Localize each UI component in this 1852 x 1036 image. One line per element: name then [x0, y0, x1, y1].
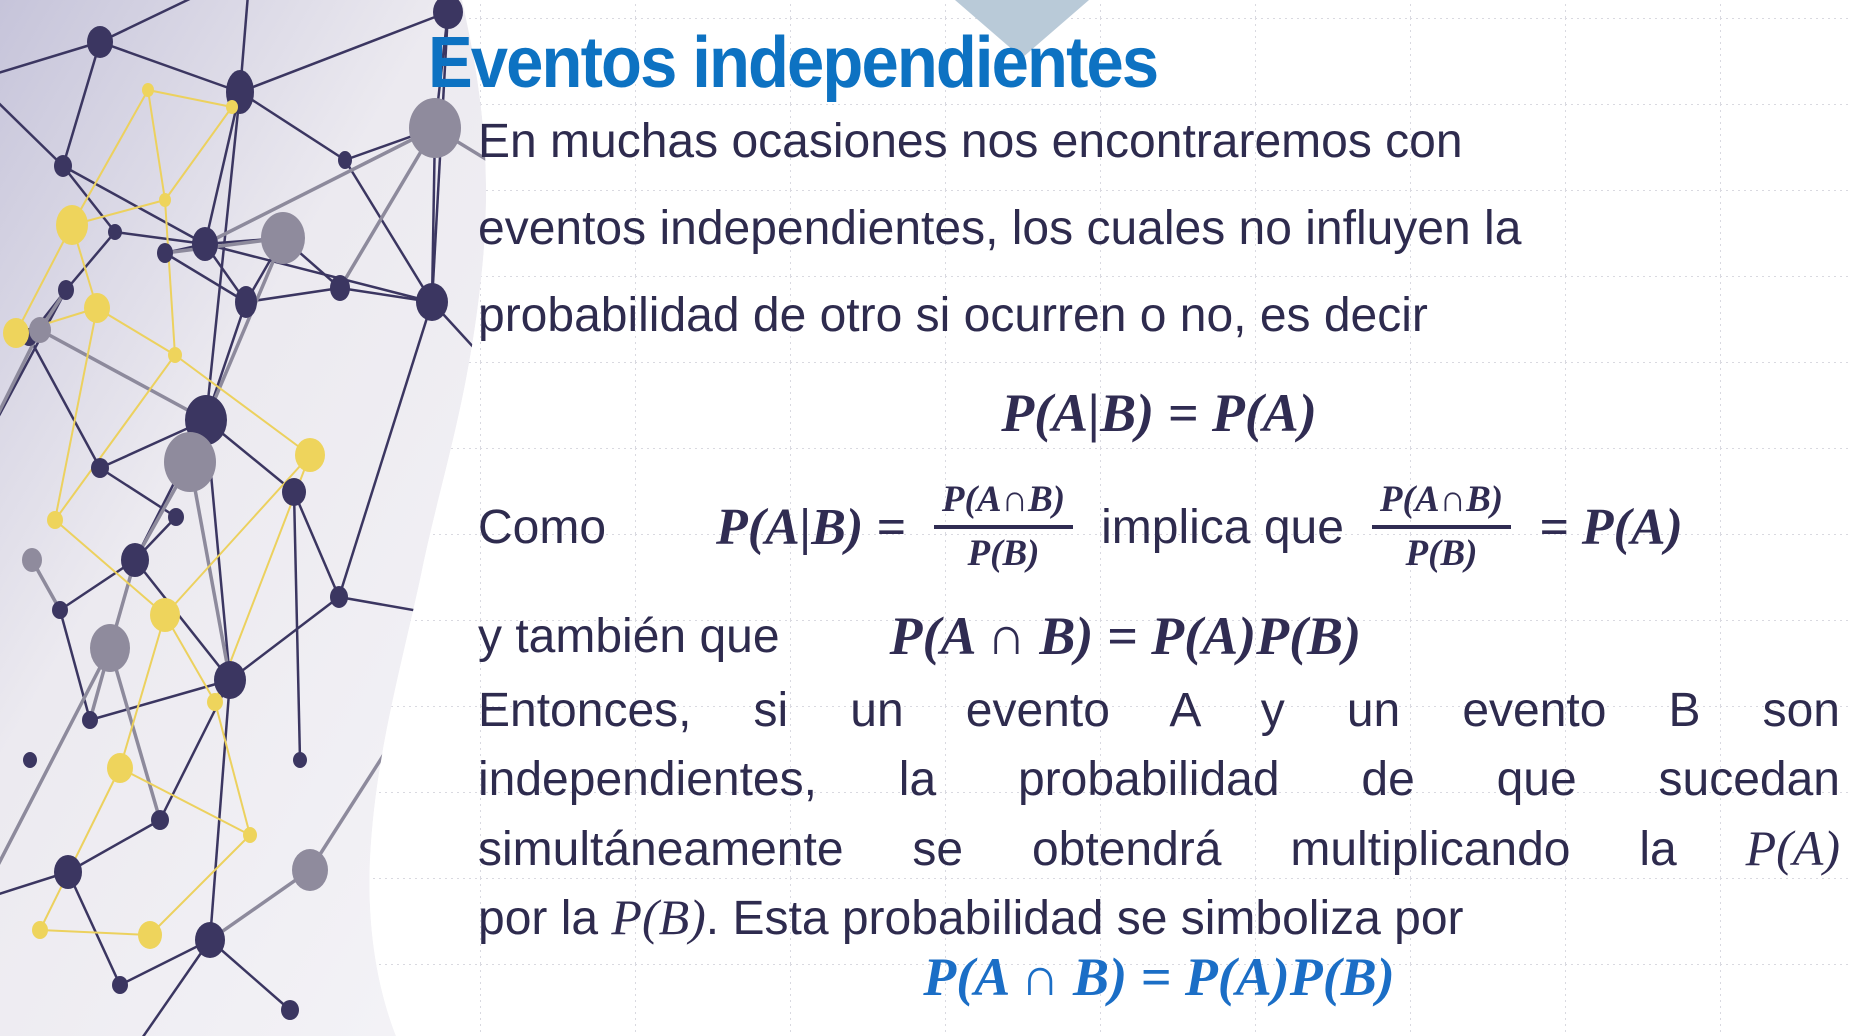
fraction-1-numerator: P(A∩B)	[934, 477, 1073, 529]
conclusion-paragraph	[478, 676, 1840, 952]
slide-title: Eventos independientes	[428, 23, 1158, 103]
fraction-2-numerator: P(A∩B)	[1372, 477, 1511, 529]
implica-que-label: implica que	[1101, 500, 1344, 554]
network-graphic	[0, 0, 510, 1036]
intro-line-3: probabilidad de otro si ocurren o no, es decir	[478, 289, 1428, 342]
conditional-formula-lhs: P(A|B) =	[716, 498, 906, 556]
final-formula: P(A ∩ B) = P(A)P(B)	[923, 947, 1395, 1007]
inline-math-pa: P(A)	[1745, 820, 1840, 876]
fraction-2-denominator: P(B)	[1405, 533, 1478, 574]
fraction-2	[1372, 477, 1511, 578]
tambien-row	[478, 600, 1840, 672]
conclusion-line-2: independientes, la probabilidad de que sucedan	[478, 753, 1840, 806]
conclusion-line-4-text2: . Esta probabilidad se simboliza por	[705, 892, 1464, 945]
derivation-row	[478, 462, 1840, 592]
independence-formula: P(A|B) = P(A)	[1001, 383, 1317, 443]
conclusion-line-1: Entonces, si un evento A y un evento B son	[478, 684, 1840, 737]
conclusion-line-3-text: simultáneamente se obtendrá multiplicando la	[478, 823, 1746, 876]
intro-paragraph	[478, 98, 1738, 359]
intro-line-2: eventos independientes, los cuales no influyen la	[478, 202, 1522, 255]
fraction-1-denominator: P(B)	[967, 533, 1040, 574]
intro-line-1: En muchas ocasiones nos encontraremos con	[478, 115, 1463, 168]
conditional-formula-rhs: = P(A)	[1539, 498, 1683, 556]
conclusion-line-4-text1: por la	[478, 892, 612, 945]
como-label: Como	[478, 500, 607, 554]
conclusion-line-3	[478, 814, 1840, 883]
fraction-1	[934, 477, 1073, 578]
inline-math-pb: P(B)	[611, 889, 706, 945]
multiplication-formula: P(A ∩ B) = P(A)P(B)	[889, 606, 1362, 666]
tambien-label: y también que	[478, 609, 780, 663]
